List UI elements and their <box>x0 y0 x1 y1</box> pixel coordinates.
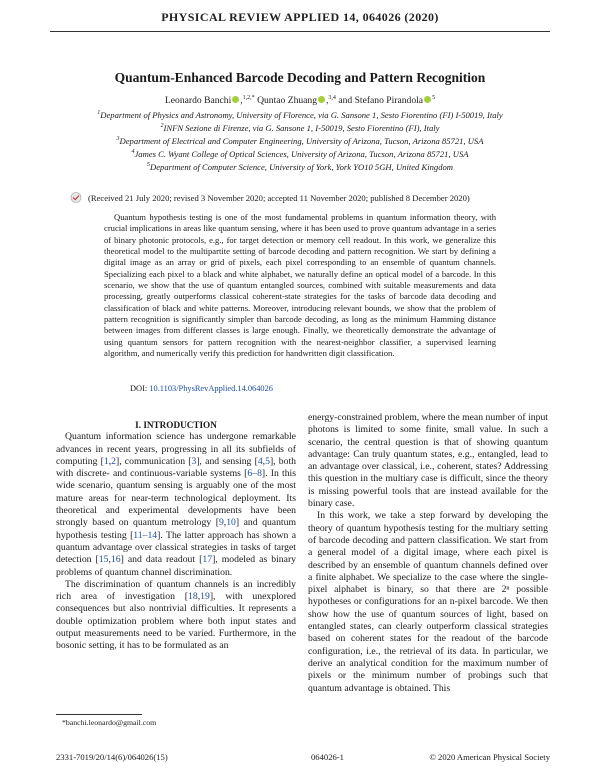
citation-link[interactable]: 4 <box>257 455 263 467</box>
footer-issn: 2331-7019/20/14(6)/064026(15) <box>56 752 168 762</box>
author-affil-sup: 1,2,* <box>242 95 255 101</box>
intro-paragraph: energy-constrained problem, where the mean number of input photons is limited to some finite, small value. In such a scenario, the central question is that of showing quantum advantage: Can truly quantum states, e.g., entangled, lead to an advantage over classical, i.e., coherent, states? Addressing this question in the multiary case is difficult, since the theory is missing powerful tools that are instead available for the binary case. <box>308 412 548 510</box>
footnote-email[interactable]: *banchi.leonardo@gmail.com <box>62 718 157 727</box>
author-name[interactable]: Leonardo Banchi <box>164 95 232 107</box>
citation-link[interactable]: 10 <box>226 517 236 529</box>
affiliation: $^1$Department of Physics and Astronomy, University of Florence, via G. Sansone 1, Sesto Fiorentino (FI) I-50019, Italy <box>97 109 503 120</box>
journal-name: PHYSICAL REVIEW APPLIED <box>161 10 340 24</box>
author-list: Leonardo Banchi ,$^{1,2,*}$ Quntao Zhuang ,$^{3,4}$ and Stefano Pirandola $^5$ <box>164 95 436 107</box>
citation-link[interactable]: 11–14 <box>133 529 158 541</box>
paper-title: Quantum-Enhanced Barcode Decoding and Pattern Recognition <box>114 70 486 85</box>
affiliation: $^2$INFN Sezione di Firenze, via G. Sansone 1, I-50019, Sesto Fiorentino (FI), Italy <box>160 122 440 133</box>
orcid-icon[interactable] <box>232 96 239 103</box>
abstract: Quantum hypothesis testing is one of the most fundamental problems in quantum information theory, with crucial implications in areas like quantum sensing, where it has been used to prove quantum advantage in a series of binary photonic protocols, e.g., for target detection or memory cell readout. In this work, we generalize this theoretical model to the multipartite setting of barcode decoding and pattern recognition. We start by defining a digital image as an array or grid of pixels, each pixel corresponding to an ensemble of quantum channels. Specializing each pixel to a black and white alphabet, we naturally define an optical model of a barcode. In this scenario, we show that the use of quantum entangled sources, combined with suitable measurements and data processing, greatly outperforms classical coherent-state strategies for the tasks of barcode data decoding and classification of black and white patterns. Moreover, introducing relevant bounds, we show that the problem of pattern recognition is significantly simpler than barcode decoding, as long as the minimum Hamming distance between images from different classes is large enough. Finally, we theoretically demonstrate the advantage of using quantum sensors for pattern recognition with the nearest-neighbor classifier, a supervised learning algorithm, and numerically verify this prediction for handwritten digit classification. <box>104 212 496 359</box>
doi-label: DOI: <box>130 384 148 393</box>
dates-text: (Received 21 July 2020; revised 3 November 2020; accepted 11 November 2020; published 8 December 2020) <box>88 193 470 203</box>
doi-line <box>130 384 273 393</box>
author-affil-sup: 5 <box>432 95 436 101</box>
journal-volume: 14 <box>342 10 356 24</box>
citation-link[interactable]: 17 <box>202 554 213 566</box>
header-rule <box>50 31 550 32</box>
citation-link[interactable]: 19 <box>200 591 210 603</box>
citation-link[interactable]: 1 <box>103 455 109 467</box>
check-for-updates-icon[interactable] <box>70 192 82 203</box>
author-name[interactable]: Stefano Pirandola <box>354 95 424 107</box>
section-heading: I. INTRODUCTION <box>135 420 217 430</box>
publication-dates <box>70 192 550 203</box>
journal-header: PHYSICAL REVIEW APPLIED 14, 064026 (2020) <box>161 10 439 24</box>
doi-link[interactable]: 10.1103/PhysRevApplied.14.064026 <box>149 384 273 393</box>
footer-copyright: © 2020 American Physical Society <box>429 752 550 762</box>
footer-page-number: 064026-1 <box>311 752 344 762</box>
citation-link[interactable]: 2 <box>111 455 116 467</box>
orcid-icon[interactable] <box>318 96 325 103</box>
citation-link[interactable]: 3 <box>191 455 197 467</box>
citation-link[interactable]: 15 <box>98 554 109 566</box>
right-column <box>308 412 548 695</box>
author-name[interactable]: Quntao Zhuang <box>257 95 318 107</box>
citation-link[interactable]: 6–8 <box>247 468 262 480</box>
affiliation: $^3$Department of Electrical and Computer Engineering, University of Arizona, Tucson, Arizona 85721, USA <box>116 135 484 146</box>
intro-paragraph: In this work, we take a step forward by developing the theory of quantum hypothesis testing for the multiary setting of barcode decoding and pattern classification. We start from a general model of a digital image, where each pixel is described by an ensemble of quantum channels defined over a finite alphabet. We specialize to the case where the single-pixel alphabet is binary, so that there are 2ⁿ possible hypotheses or configurations for an n-pixel barcode. We then show how the use of quantum sources of light, based on entangled states, can clearly outperform classical strategies based on coherent states for the readout of the barcode configuration, i.e., the retrieval of its data. In particular, we derive an analytical condition for the maximum number of pixels or the minimum number of probings such that quantum advantage is obtained. This <box>308 510 548 694</box>
intro-paragraph: Quantum information science has undergone remarkable advances in recent years, progressing in all its subfields of computing [1,2], communication [3], and sensing [4,5], both with discrete- and continuous-variable systems [6–8]. In this wide scenario, quantum sensing is arguably one of the most mature areas for near-term technological deployment. Its theoretical and experimental developments have been strongly based on quantum metrology [9,10] and quantum hypothesis testing [11–14]. The latter approach has shown a quantum advantage over classical strategies in tasks of target detection [15,16] and data readout [17], modeled as binary problems of quantum channel discrimination. <box>56 431 297 578</box>
affiliation: $^5$Department of Computer Science, University of York, York YO10 5GH, United Kingdom <box>147 162 453 173</box>
citation-link[interactable]: 5 <box>265 455 270 467</box>
citation-link[interactable]: 18 <box>188 591 198 603</box>
orcid-icon[interactable] <box>424 96 431 103</box>
citation-link[interactable]: 9 <box>218 517 224 529</box>
author-affil-sup: 3,4 <box>328 95 336 101</box>
left-column <box>56 419 296 653</box>
citation-link[interactable]: 16 <box>110 554 121 566</box>
footnote-rule <box>56 714 142 715</box>
affiliations <box>70 108 530 173</box>
journal-article: 064026 (2020) <box>362 10 439 24</box>
affiliation: $^4$James C. Wyant College of Optical Sciences, University of Arizona, Tucson, Arizona 85721, USA <box>131 149 469 160</box>
intro-paragraph: The discrimination of quantum channels is an incredibly rich area of investigation [18,19], with unexplored consequences but also nontrivial difficulties. It represents a double optimization problem where both input states and output measurements need to be varied. Furthermore, in the bosonic setting, it has to be formulated as an <box>56 578 297 652</box>
